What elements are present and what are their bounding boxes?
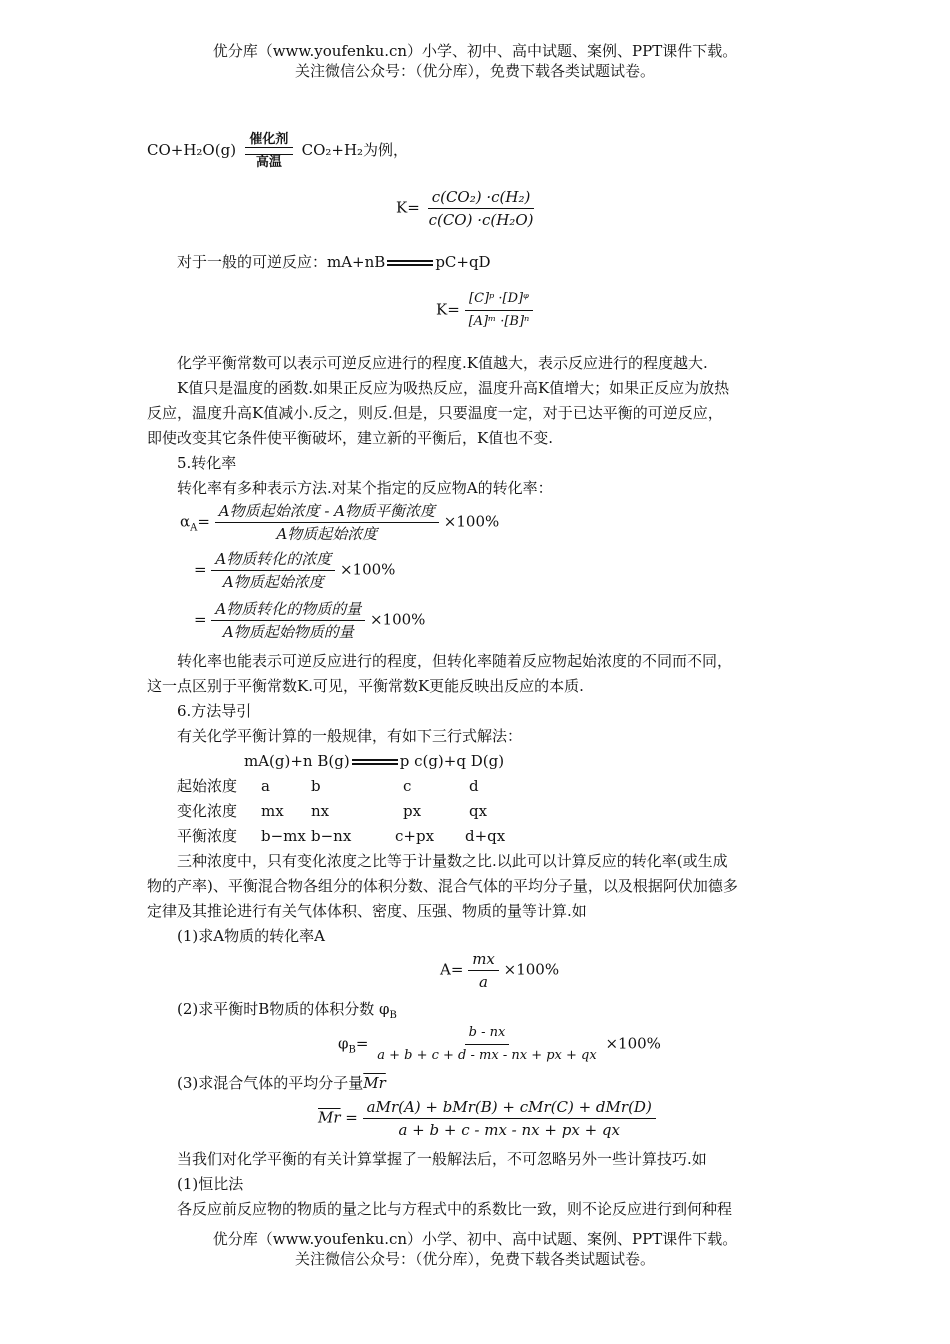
q3-text: (3)求混合气体的平均分子量 xyxy=(177,1074,364,1092)
cell-c: c xyxy=(403,777,412,795)
cell-c: c+px xyxy=(395,827,435,845)
k2-formula xyxy=(436,288,533,333)
fmr-label: $\overline{Mr}$ xyxy=(318,1108,341,1127)
three-row-reaction xyxy=(244,750,504,772)
fa-num: mx xyxy=(468,948,499,971)
cell-a: b−mx xyxy=(261,827,306,845)
k1-numerator: c(CO₂) ·c(H₂) xyxy=(428,186,535,209)
q3-mr: $\overline{Mr}$ xyxy=(363,1074,386,1092)
alpha-label: α xyxy=(180,512,191,531)
fa-den: a xyxy=(479,973,488,991)
cond-bottom: 高温 xyxy=(255,155,282,170)
fphi-eq: = xyxy=(355,1034,369,1053)
alpha-fraction-3 xyxy=(211,598,365,643)
fa-fraction xyxy=(468,948,499,993)
example-left: CO+H₂O(g) xyxy=(147,141,237,159)
general-reaction xyxy=(177,251,491,273)
equilibrium-arrow-icon xyxy=(387,259,433,267)
alpha-fraction-1 xyxy=(215,500,439,545)
paragraph-6a: 三种浓度中，只有变化浓度之比等于计量数之比.以此可以计算反应的转化率(或生成 xyxy=(177,852,728,870)
equilibrium-arrow-icon xyxy=(245,147,293,155)
paragraph-2b: 反应，温度升高K值减小.反之，则反.但是，只要温度一定，对于已达平衡的可逆反应， xyxy=(147,404,723,422)
fa-label: A= xyxy=(440,960,464,979)
alpha-eq-3: = xyxy=(194,610,207,629)
section-5-title: 5.转化率 xyxy=(177,454,237,472)
k1-formula xyxy=(396,186,537,231)
paragraph-3: 转化率有多种表示方法.对某个指定的反应物A的转化率： xyxy=(177,479,553,497)
cell-a: a xyxy=(261,777,270,795)
row-label: 变化浓度 xyxy=(177,802,238,820)
alpha-formula-1 xyxy=(180,500,499,545)
fmr-num: aMr(A) + bMr(B) + cMr(C) + dMr(D) xyxy=(363,1096,656,1119)
general-product: pC+qD xyxy=(435,253,491,271)
paragraph-5: 有关化学平衡计算的一般规律，有如下三行式解法： xyxy=(177,727,523,745)
formula-mr xyxy=(318,1096,656,1141)
section-6-title: 6.方法导引 xyxy=(177,702,252,720)
q2-text: (2)求平衡时B物质的体积分数 φ xyxy=(177,1000,390,1018)
section-constant-ratio: (1)恒比法 xyxy=(177,1175,244,1193)
paragraph-2a: K值只是温度的函数.如果正反应为吸热反应，温度升高K值增大；如果正反应为放热 xyxy=(177,379,730,397)
formula-a xyxy=(440,948,559,993)
paragraph-1: 化学平衡常数可以表示可逆反应进行的程度.K值越大，表示反应进行的程度越大. xyxy=(177,354,708,372)
fphi-den: a + b + c + d - mx - nx + px + qx xyxy=(377,1048,597,1063)
fphi-fraction xyxy=(373,1022,600,1067)
q2-sub: B xyxy=(389,1010,397,1021)
fphi-label: φ xyxy=(338,1034,349,1053)
general-text: 对于一般的可逆反应：mA+nB xyxy=(177,253,386,271)
footer-line-2: 关注微信公众号：（优分库），免费下载各类试题试卷。 xyxy=(294,1250,655,1268)
example-reaction xyxy=(147,132,408,170)
alpha-f3-den: A物质起始物质的量 xyxy=(222,623,354,641)
alpha-f1-den: A物质起始浓度 xyxy=(276,525,378,543)
cell-d: d+qx xyxy=(465,827,506,845)
cond-top: 催化剂 xyxy=(249,132,289,147)
table-row xyxy=(177,825,505,847)
paragraph-7: 当我们对化学平衡的有关计算掌握了一般解法后，不可忽略另外一些计算技巧.如 xyxy=(177,1150,707,1168)
alpha-pct-1: ×100% xyxy=(443,512,500,531)
fmr-den: a + b + c - mx - nx + px + qx xyxy=(398,1121,620,1139)
paragraph-6b: 物的产率)、平衡混合物各组分的体积分数、混合气体的平均分子量，以及根据阿伏加德多 xyxy=(147,877,738,895)
equilibrium-arrow-icon xyxy=(352,758,398,766)
row-label: 平衡浓度 xyxy=(177,827,238,845)
question-1: (1)求A物质的转化率A xyxy=(177,927,325,945)
fphi-pct: ×100% xyxy=(605,1034,661,1053)
alpha-f1-num: A物质起始浓度 - A物质平衡浓度 xyxy=(215,500,439,523)
question-3 xyxy=(177,1072,386,1094)
table-row xyxy=(177,800,487,822)
fphi-num: b - nx xyxy=(465,1022,510,1045)
alpha-f2-den: A物质起始浓度 xyxy=(222,573,324,591)
k2-denominator: [A]ᵐ ·[B]ⁿ xyxy=(468,314,530,329)
table-row xyxy=(177,775,479,797)
k1-denominator: c(CO) ·c(H₂O) xyxy=(428,211,534,229)
header-line-2: 关注微信公众号：（优分库），免费下载各类试题试卷。 xyxy=(294,62,655,80)
cell-d: qx xyxy=(469,802,488,820)
cell-d: d xyxy=(469,777,479,795)
cell-b: b−nx xyxy=(311,827,352,845)
cell-c: px xyxy=(403,802,422,820)
alpha-pct-3: ×100% xyxy=(369,610,426,629)
alpha-f2-num: A物质转化的浓度 xyxy=(211,548,335,571)
fmr-eq: = xyxy=(340,1108,363,1127)
alpha-pct-2: ×100% xyxy=(339,560,396,579)
fmr-fraction xyxy=(363,1096,656,1141)
k2-fraction xyxy=(465,288,534,333)
reaction-right: p c(g)+q D(g) xyxy=(399,752,505,770)
row-label: 起始浓度 xyxy=(177,777,238,795)
fa-pct: ×100% xyxy=(503,960,560,979)
k1-fraction xyxy=(425,186,538,231)
paragraph-4a: 转化率也能表示可逆反应进行的程度，但转化率随着反应物起始浓度的不同而不同， xyxy=(177,652,733,670)
alpha-sub: A xyxy=(190,522,198,534)
k2-label: K= xyxy=(436,300,460,319)
formula-phi xyxy=(338,1022,661,1067)
k1-label: K= xyxy=(396,198,420,217)
example-right: CO₂+H₂为例， xyxy=(301,141,409,159)
alpha-eq: = xyxy=(197,512,210,531)
paragraph-4b: 这一点区别于平衡常数K.可见，平衡常数K更能反映出反应的本质. xyxy=(147,677,584,695)
cell-b: b xyxy=(311,777,321,795)
fphi-sub: B xyxy=(348,1044,356,1056)
cell-a: mx xyxy=(261,802,284,820)
paragraph-2c: 即使改变其它条件使平衡破坏，建立新的平衡后，K值也不变. xyxy=(147,429,553,447)
paragraph-6c: 定律及其推论进行有关气体体积、密度、压强、物质的量等计算.如 xyxy=(147,902,587,920)
alpha-f3-num: A物质转化的物质的量 xyxy=(211,598,365,621)
condition-arrow xyxy=(245,132,293,170)
k2-numerator: [C]ᵖ ·[D]ᵠ xyxy=(465,288,533,311)
footer-line-1: 优分库（www.youfenku.cn）小学、初中、高中试题、案例、PPT课件下载。 xyxy=(212,1230,738,1248)
alpha-formula-3 xyxy=(194,598,425,643)
alpha-formula-2 xyxy=(194,548,395,593)
header-line-1: 优分库（www.youfenku.cn）小学、初中、高中试题、案例、PPT课件下载。 xyxy=(212,42,738,60)
alpha-fraction-2 xyxy=(211,548,335,593)
paragraph-8: 各反应前反应物的物质的量之比与方程式中的系数比一致，则不论反应进行到何种程 xyxy=(177,1200,733,1218)
alpha-eq-2: = xyxy=(194,560,207,579)
reaction-left: mA(g)+n B(g) xyxy=(244,752,350,770)
cell-b: nx xyxy=(311,802,330,820)
